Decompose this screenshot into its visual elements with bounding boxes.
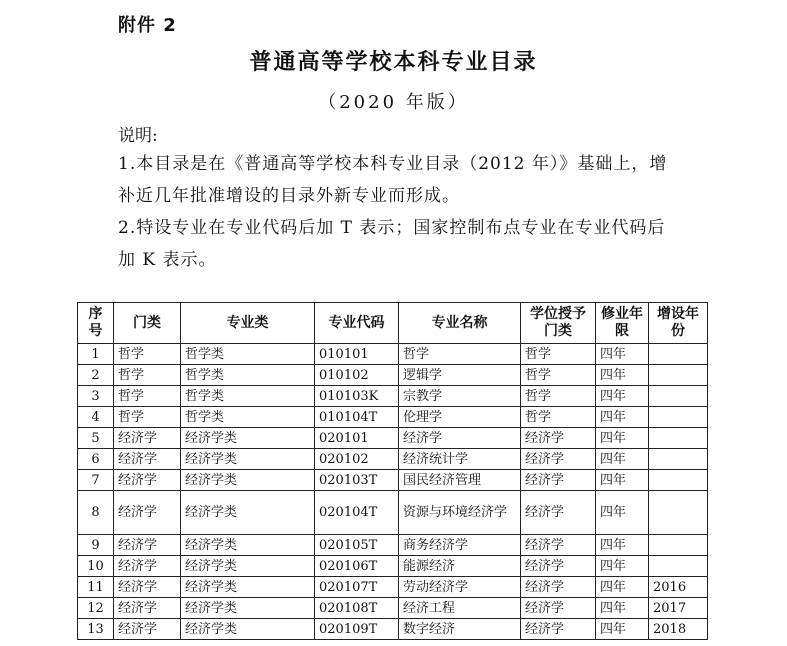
cell-name: 商务经济学 — [399, 535, 521, 556]
table-row — [78, 407, 708, 428]
cell-name: 国民经济管理 — [399, 470, 521, 491]
header-years: 修业年限 — [596, 303, 649, 344]
cell-degree: 经济学 — [521, 556, 596, 577]
cell-code: 010104T — [315, 407, 399, 428]
cell-code: 020106T — [315, 556, 399, 577]
cell-degree: 经济学 — [521, 491, 596, 535]
cell-subject-class: 经济学类 — [181, 491, 315, 535]
cell-degree: 经济学 — [521, 598, 596, 619]
cell-years: 四年 — [596, 491, 649, 535]
cell-subject-class: 哲学类 — [181, 365, 315, 386]
cell-seq: 9 — [78, 535, 114, 556]
cell-added-year: 2016 — [649, 577, 708, 598]
header-added-year: 增设年份 — [649, 303, 708, 344]
cell-name: 宗教学 — [399, 386, 521, 407]
cell-code: 020107T — [315, 577, 399, 598]
cell-degree: 哲学 — [521, 407, 596, 428]
cell-category: 哲学 — [114, 344, 181, 365]
cell-seq: 11 — [78, 577, 114, 598]
cell-name: 伦理学 — [399, 407, 521, 428]
cell-code: 010101 — [315, 344, 399, 365]
cell-category: 经济学 — [114, 470, 181, 491]
cell-added-year — [649, 491, 708, 535]
cell-years: 四年 — [596, 556, 649, 577]
cell-name: 哲学 — [399, 344, 521, 365]
cell-degree: 哲学 — [521, 386, 596, 407]
cell-added-year — [649, 386, 708, 407]
table-row — [78, 619, 708, 640]
table-row — [78, 535, 708, 556]
cell-category: 哲学 — [114, 407, 181, 428]
cell-added-year — [649, 470, 708, 491]
cell-added-year — [649, 535, 708, 556]
cell-seq: 10 — [78, 556, 114, 577]
cell-seq: 7 — [78, 470, 114, 491]
notes-heading: 说明: — [118, 126, 158, 146]
cell-subject-class: 哲学类 — [181, 344, 315, 365]
cell-years: 四年 — [596, 407, 649, 428]
header-subject-class: 专业类 — [181, 303, 315, 344]
cell-degree: 哲学 — [521, 365, 596, 386]
cell-subject-class: 经济学类 — [181, 577, 315, 598]
cell-name: 经济统计学 — [399, 449, 521, 470]
cell-added-year — [649, 428, 708, 449]
cell-category: 经济学 — [114, 449, 181, 470]
cell-code: 020103T — [315, 470, 399, 491]
cell-subject-class: 经济学类 — [181, 556, 315, 577]
cell-name: 经济学 — [399, 428, 521, 449]
table-row — [78, 556, 708, 577]
cell-seq: 3 — [78, 386, 114, 407]
cell-code: 020102 — [315, 449, 399, 470]
cell-category: 经济学 — [114, 556, 181, 577]
cell-category: 经济学 — [114, 577, 181, 598]
cell-years: 四年 — [596, 449, 649, 470]
cell-subject-class: 哲学类 — [181, 407, 315, 428]
cell-years: 四年 — [596, 598, 649, 619]
cell-degree: 经济学 — [521, 470, 596, 491]
cell-code: 020101 — [315, 428, 399, 449]
cell-degree: 经济学 — [521, 428, 596, 449]
cell-code: 010102 — [315, 365, 399, 386]
cell-years: 四年 — [596, 619, 649, 640]
cell-seq: 6 — [78, 449, 114, 470]
attachment-label: 附件 2 — [118, 15, 177, 36]
cell-name: 数字经济 — [399, 619, 521, 640]
cell-code: 020108T — [315, 598, 399, 619]
cell-category: 经济学 — [114, 598, 181, 619]
cell-subject-class: 经济学类 — [181, 470, 315, 491]
header-seq: 序号 — [78, 303, 114, 344]
table-row — [78, 470, 708, 491]
cell-seq: 13 — [78, 619, 114, 640]
cell-years: 四年 — [596, 577, 649, 598]
cell-subject-class: 哲学类 — [181, 386, 315, 407]
table-row — [78, 386, 708, 407]
cell-subject-class: 经济学类 — [181, 598, 315, 619]
cell-subject-class: 经济学类 — [181, 619, 315, 640]
table-row — [78, 491, 708, 535]
cell-category: 经济学 — [114, 428, 181, 449]
cell-degree: 经济学 — [521, 449, 596, 470]
cell-years: 四年 — [596, 344, 649, 365]
cell-category: 经济学 — [114, 491, 181, 535]
header-name: 专业名称 — [399, 303, 521, 344]
cell-added-year — [649, 556, 708, 577]
header-code: 专业代码 — [315, 303, 399, 344]
cell-category: 哲学 — [114, 386, 181, 407]
cell-years: 四年 — [596, 386, 649, 407]
cell-added-year — [649, 365, 708, 386]
cell-added-year: 2017 — [649, 598, 708, 619]
header-degree: 学位授予门类 — [521, 303, 596, 344]
cell-subject-class: 经济学类 — [181, 535, 315, 556]
cell-name: 劳动经济学 — [399, 577, 521, 598]
cell-seq: 5 — [78, 428, 114, 449]
note-item-1: 1.本目录是在《普通高等学校本科专业目录（2012 年）》基础上，增补近几年批准增设的目录外新专业而形成。 — [118, 154, 668, 206]
cell-degree: 经济学 — [521, 619, 596, 640]
cell-seq: 2 — [78, 365, 114, 386]
cell-category: 经济学 — [114, 535, 181, 556]
cell-degree: 经济学 — [521, 577, 596, 598]
cell-added-year — [649, 449, 708, 470]
cell-years: 四年 — [596, 535, 649, 556]
cell-name: 逻辑学 — [399, 365, 521, 386]
table-header-row — [78, 303, 708, 344]
table-row — [78, 428, 708, 449]
cell-category: 经济学 — [114, 619, 181, 640]
cell-seq: 8 — [78, 491, 114, 535]
table-row — [78, 598, 708, 619]
cell-years: 四年 — [596, 470, 649, 491]
cell-code: 020104T — [315, 491, 399, 535]
note-item-2: 2.特设专业在专业代码后加 T 表示；国家控制布点专业在专业代码后加 K 表示。 — [118, 218, 666, 270]
table-row — [78, 365, 708, 386]
cell-seq: 4 — [78, 407, 114, 428]
cell-code: 020105T — [315, 535, 399, 556]
cell-added-year — [649, 407, 708, 428]
cell-degree: 哲学 — [521, 344, 596, 365]
header-category: 门类 — [114, 303, 181, 344]
cell-years: 四年 — [596, 428, 649, 449]
cell-seq: 12 — [78, 598, 114, 619]
cell-years: 四年 — [596, 365, 649, 386]
table-row — [78, 344, 708, 365]
major-catalog-table — [77, 302, 708, 640]
cell-subject-class: 经济学类 — [181, 428, 315, 449]
cell-category: 哲学 — [114, 365, 181, 386]
cell-subject-class: 经济学类 — [181, 449, 315, 470]
cell-code: 010103K — [315, 386, 399, 407]
cell-code: 020109T — [315, 619, 399, 640]
cell-name: 资源与环境经济学 — [399, 491, 521, 535]
cell-degree: 经济学 — [521, 535, 596, 556]
cell-seq: 1 — [78, 344, 114, 365]
document-edition: （2020 年版） — [318, 92, 469, 113]
cell-name: 能源经济 — [399, 556, 521, 577]
cell-name: 经济工程 — [399, 598, 521, 619]
document-title: 普通高等学校本科专业目录 — [249, 49, 538, 75]
cell-added-year: 2018 — [649, 619, 708, 640]
table-row — [78, 577, 708, 598]
table-row — [78, 449, 708, 470]
cell-added-year — [649, 344, 708, 365]
